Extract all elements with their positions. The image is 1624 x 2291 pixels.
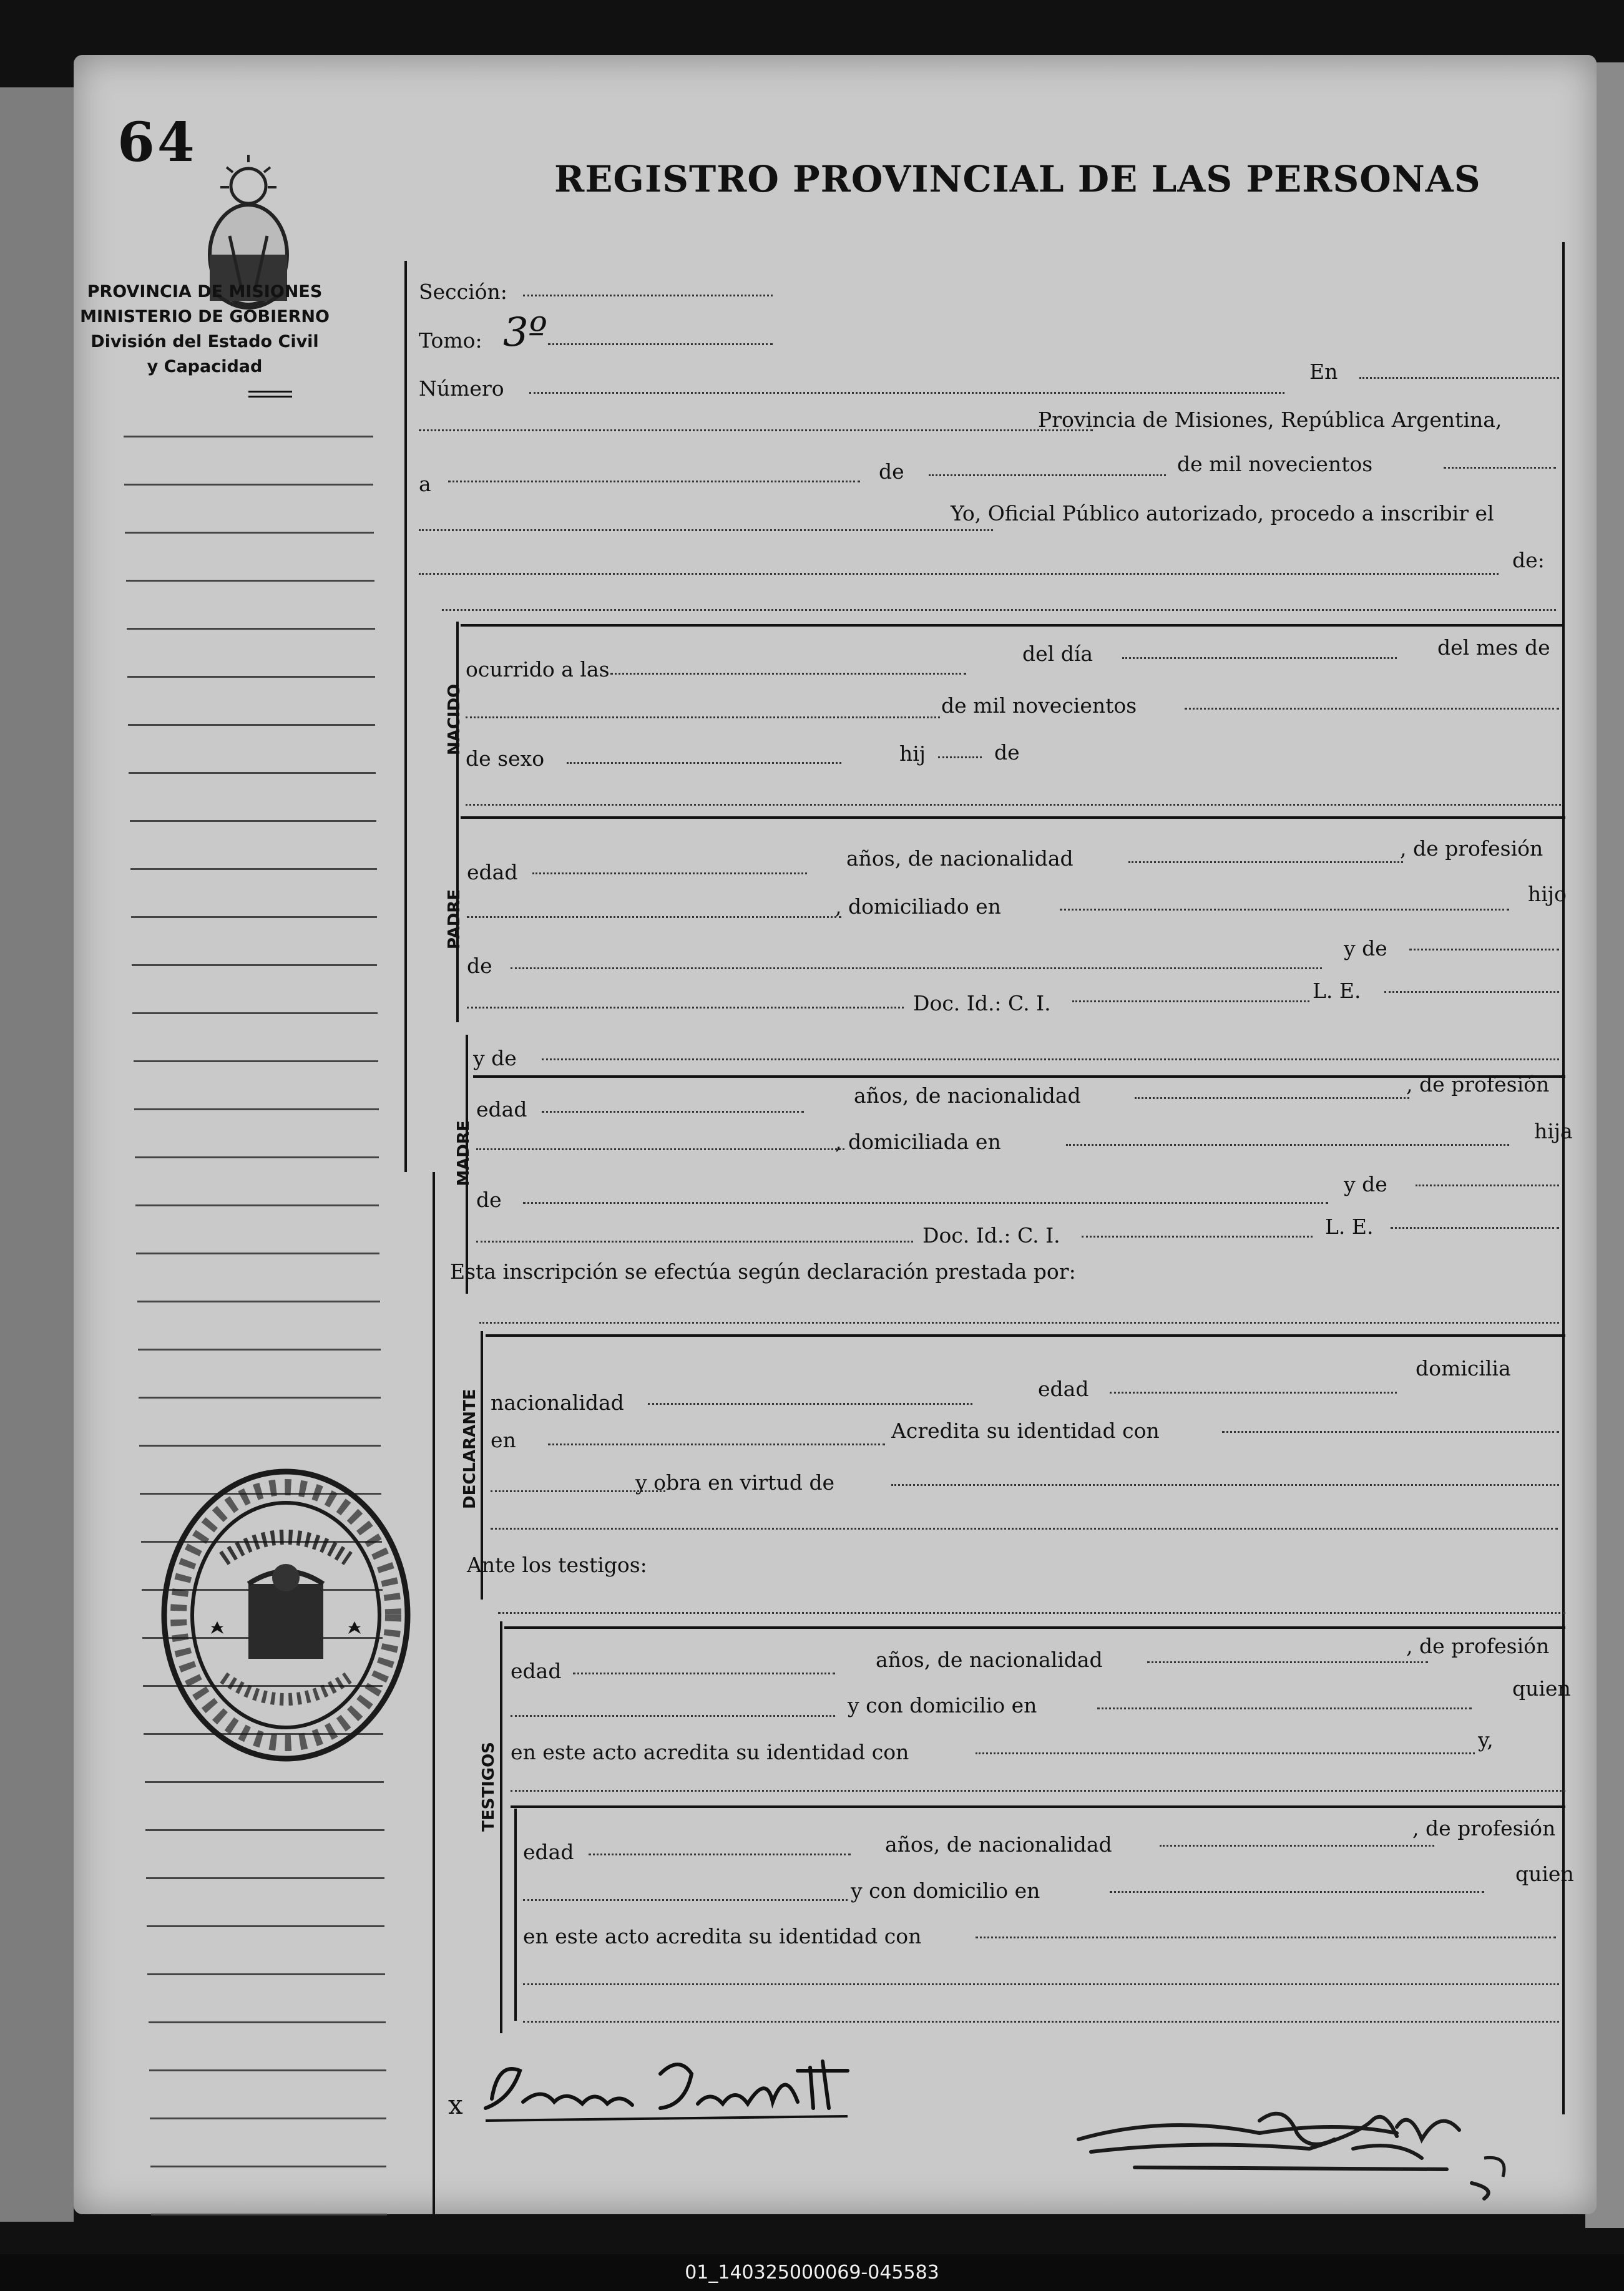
margin-rule-line <box>147 1973 385 1975</box>
nacido-de-label: de <box>994 740 1020 764</box>
declarante-domicilia-label: domicilia <box>1416 1356 1511 1380</box>
declarante-section-label: DECLARANTE <box>461 1389 479 1509</box>
office-ministry: MINISTERIO DE GOBIERNO <box>80 307 330 326</box>
hij-field[interactable] <box>938 756 982 758</box>
testigo1-edad-field[interactable] <box>573 1673 835 1674</box>
padre-padre-field[interactable] <box>511 967 1322 969</box>
testigo1-edad-label: edad <box>511 1659 562 1683</box>
testigo2-quien-label: quien <box>1515 1862 1574 1886</box>
testigo1-identidad-field[interactable] <box>976 1752 1475 1754</box>
tomo-label: Tomo: <box>419 328 482 353</box>
madre-edad-field[interactable] <box>542 1111 804 1113</box>
inscribir-field[interactable] <box>419 573 1499 575</box>
de-field[interactable] <box>929 474 1166 476</box>
margin-rule-line <box>127 628 375 630</box>
frame-line-right <box>1562 242 1565 2114</box>
official-signature <box>1072 2096 1547 2202</box>
declarante-nacionalidad-label: nacionalidad <box>491 1390 624 1415</box>
testigo2-nacionalidad-label: años, de nacionalidad <box>885 1832 1112 1857</box>
testigos-bracket <box>500 1621 502 2033</box>
margin-rule-line <box>151 2214 387 2215</box>
declarante-acredita-label: Acredita su identidad con <box>891 1419 1160 1443</box>
padre-le-field[interactable] <box>1384 991 1559 993</box>
declarante-y-obra-label: y obra en virtud de <box>635 1470 835 1495</box>
margin-rule-line <box>124 436 373 437</box>
padre-de-label: de <box>467 954 492 978</box>
madre-hija-label: hija <box>1534 1119 1573 1143</box>
testigo1-profesion-field[interactable] <box>511 1715 835 1717</box>
testigo2-edad-field[interactable] <box>589 1854 851 1855</box>
padre-filler-field[interactable] <box>467 1007 904 1009</box>
margin-rule-line <box>146 1877 384 1879</box>
madre-top-rule <box>473 1075 1565 1078</box>
margin-rule-line <box>139 1397 381 1399</box>
del-mes-label: del mes de <box>1437 635 1550 660</box>
filiacion-field[interactable] <box>466 804 1561 806</box>
madre-profesion-label: , de profesión <box>1406 1072 1550 1097</box>
padre-domicilio-field[interactable] <box>1060 909 1509 911</box>
declarante-edad-field[interactable] <box>1110 1392 1397 1394</box>
testigo1-domicilio-field[interactable] <box>1097 1707 1472 1709</box>
padre-madre-field[interactable] <box>1409 949 1559 950</box>
margin-rule-line <box>125 532 374 534</box>
madre-ci-field[interactable] <box>1082 1236 1313 1238</box>
mil-novecientos-label: de mil novecientos <box>1177 452 1373 476</box>
seccion-field[interactable] <box>523 295 773 296</box>
official-stamp <box>155 1459 417 1771</box>
margin-rule-line <box>134 1108 379 1110</box>
margin-rule-line <box>145 1781 384 1783</box>
en-label: En <box>1309 359 1338 384</box>
madre-section-label: MADRE <box>454 1120 473 1186</box>
padre-top-rule <box>461 816 1565 819</box>
seccion-label: Sección: <box>419 280 507 304</box>
margin-rule-line <box>132 1012 378 1014</box>
padre-nacionalidad-field[interactable] <box>1128 861 1403 863</box>
office-capacity: y Capacidad <box>147 357 263 376</box>
form-page <box>74 55 1597 2214</box>
testigo2-edad-label: edad <box>523 1840 574 1864</box>
declarante-en-label: en <box>491 1428 516 1452</box>
declarante-edad-label: edad <box>1038 1377 1089 1401</box>
testigo1-domicilio-label: y con domicilio en <box>848 1693 1037 1717</box>
testigo1-quien-label: quien <box>1512 1676 1571 1701</box>
declarante-nacionalidad-field[interactable] <box>648 1403 972 1405</box>
ante-testigos-text: Ante los testigos: <box>467 1553 647 1577</box>
office-block <box>74 280 336 379</box>
sexo-field[interactable] <box>567 762 841 764</box>
madre-y-de-label: y de <box>1344 1172 1387 1196</box>
testigo2-nacionalidad-field[interactable] <box>1160 1845 1434 1847</box>
padre-domiciliado-label: , domiciliado en <box>835 894 1001 919</box>
provincia-text: Provincia de Misiones, República Argentina, <box>1038 408 1502 432</box>
testigo2-bracket <box>514 1809 517 2021</box>
madre-edad-label: edad <box>476 1097 527 1121</box>
testigos-top-field[interactable] <box>498 1612 1565 1614</box>
declarant-signature <box>473 2049 860 2136</box>
declarante-top-rule <box>486 1334 1565 1337</box>
mes-field[interactable] <box>466 716 940 718</box>
declarante-virtud-field[interactable] <box>891 1484 1559 1486</box>
padre-ci-field[interactable] <box>1072 1000 1309 1002</box>
margin-rule-line <box>137 1301 380 1302</box>
margin-rule-line <box>138 1349 381 1351</box>
office-underline <box>248 391 292 393</box>
hij-label: hij <box>899 741 926 766</box>
margin-rule-line <box>139 1445 381 1447</box>
de-sexo-label: de sexo <box>466 746 545 771</box>
testigo2-profesion-field[interactable] <box>523 1899 848 1901</box>
testigo2-identidad-field[interactable] <box>976 1937 1556 1938</box>
ano-field[interactable] <box>1444 467 1556 469</box>
testigo1-extra-field[interactable] <box>511 1790 1565 1792</box>
margin-rule-line <box>126 580 374 582</box>
madre-nacionalidad-field[interactable] <box>1135 1097 1409 1099</box>
madre-nacionalidad-label: años, de nacionalidad <box>854 1083 1081 1108</box>
ocurrido-label: ocurrido a las <box>466 657 610 681</box>
padre-hijo-label: hijo <box>1528 882 1567 906</box>
nacido-section-label: NACIDO <box>445 683 464 756</box>
margin-rule-line <box>124 484 373 486</box>
madre-le-field[interactable] <box>1391 1227 1559 1229</box>
footer-code: 01_140325000069-045583 <box>0 2254 1624 2291</box>
madre-domicilio-field[interactable] <box>1066 1144 1509 1146</box>
declarante-identidad-field[interactable] <box>1222 1431 1559 1433</box>
left-page-edge <box>0 87 74 2222</box>
margin-rule-line <box>128 724 375 726</box>
testigos-section-label: TESTIGOS <box>479 1742 498 1832</box>
declaracion-text: Esta inscripción se efectúa según declaración prestada por: <box>450 1259 1076 1284</box>
margin-rule-line <box>149 2021 386 2023</box>
margin-rule-line <box>132 964 377 966</box>
dia-field[interactable] <box>1122 657 1397 659</box>
yo-oficial-text: Yo, Oficial Público autorizado, procedo a inscribir el <box>951 501 1494 525</box>
hora-field[interactable] <box>419 529 993 531</box>
de-colon-label: de: <box>1512 548 1545 572</box>
testigo1-nacionalidad-field[interactable] <box>1147 1661 1428 1663</box>
office-province: PROVINCIA DE MISIONES <box>87 282 323 301</box>
margin-rule-line <box>135 1156 379 1158</box>
margin-rule-line <box>130 820 376 822</box>
margin-rule-line <box>131 916 377 918</box>
testigo2-acredita-label: en este acto acredita su identidad con <box>523 1924 922 1948</box>
padre-profesion-field[interactable] <box>467 916 841 918</box>
a-label: a <box>419 472 431 496</box>
margin-rule-line <box>149 2069 386 2071</box>
margin-rule-line <box>150 2166 386 2167</box>
numero-label: Número <box>419 376 504 401</box>
page-title: REGISTRO PROVINCIAL DE LAS PERSONAS <box>554 158 1481 200</box>
testigo1-nacionalidad-label: años, de nacionalidad <box>876 1648 1103 1672</box>
madre-y-de-top-label: y de <box>473 1046 517 1070</box>
declarante-domicilio-field[interactable] <box>548 1443 885 1445</box>
office-division: División del Estado Civil <box>90 332 319 351</box>
nacido-mil-label: de mil novecientos <box>941 693 1137 718</box>
madre-le-label: L. E. <box>1325 1214 1374 1239</box>
madre-de-label: de <box>476 1188 502 1212</box>
madre-padre-field[interactable] <box>523 1202 1328 1204</box>
de-label: de <box>879 459 904 484</box>
testigo2-top-rule <box>511 1805 1565 1808</box>
padre-edad-field[interactable] <box>532 872 807 874</box>
testigo1-y-label: y, <box>1478 1727 1494 1752</box>
madre-profesion-field[interactable] <box>476 1148 844 1150</box>
margin-rule-line <box>130 868 377 870</box>
hora-nacimiento-field[interactable] <box>610 673 966 675</box>
testigo2-extra-field-2[interactable] <box>523 2021 1559 2023</box>
lugar-field[interactable] <box>419 429 1093 431</box>
padre-profesion-label: , de profesión <box>1400 836 1543 861</box>
margin-rule-line <box>129 772 376 774</box>
declarante-extra-field[interactable] <box>491 1528 1558 1530</box>
madre-madre-field[interactable] <box>1416 1185 1559 1186</box>
del-dia-label: del día <box>1022 642 1093 666</box>
tomo-value[interactable]: 3º <box>503 310 547 356</box>
ano-nacimiento-field[interactable] <box>1185 708 1559 710</box>
tomo-field[interactable] <box>548 343 773 345</box>
frame-line-left-upper <box>404 261 407 1172</box>
testigo2-domicilio-label: y con domicilio en <box>851 1878 1040 1903</box>
madre-doc-label: Doc. Id.: C. I. <box>922 1223 1060 1248</box>
nombre-field[interactable] <box>442 609 1556 611</box>
padre-nacionalidad-label: años, de nacionalidad <box>846 846 1074 871</box>
a-field[interactable] <box>448 481 860 482</box>
padre-le-label: L. E. <box>1313 979 1361 1003</box>
madre-filler-field[interactable] <box>476 1241 913 1243</box>
testigo2-extra-field[interactable] <box>523 1983 1559 1985</box>
testigos-top-rule <box>504 1626 1565 1629</box>
declarante-nombre-field[interactable] <box>479 1322 1559 1324</box>
madre-domiciliada-label: , domiciliada en <box>835 1130 1001 1154</box>
madre-nombre-field[interactable] <box>542 1058 1559 1060</box>
margin-rule-line <box>134 1060 378 1062</box>
office-underline-2 <box>248 396 292 398</box>
numero-field[interactable] <box>529 392 1284 394</box>
padre-y-de-label: y de <box>1344 936 1387 960</box>
testigo1-profesion-label: , de profesión <box>1406 1634 1550 1658</box>
testigo1-acredita-label: en este acto acredita su identidad con <box>511 1740 909 1764</box>
testigo2-domicilio-field[interactable] <box>1110 1891 1484 1893</box>
margin-rule-line <box>145 1829 384 1831</box>
margin-rule-line <box>150 2118 386 2119</box>
margin-rule-line <box>147 1925 384 1927</box>
margin-rule-line <box>136 1253 379 1254</box>
testigo2-profesion-label: , de profesión <box>1412 1816 1556 1840</box>
nacido-top-rule <box>461 624 1562 627</box>
margin-rule-line <box>135 1204 379 1206</box>
signature-mark: x <box>448 2089 463 2120</box>
frame-line-left-lower <box>433 1172 435 2233</box>
margin-rule-line <box>127 676 375 678</box>
padre-section-label: PADRE <box>445 889 464 950</box>
padre-edad-label: edad <box>467 860 518 884</box>
page-number: 64 <box>117 111 197 174</box>
padre-doc-label: Doc. Id.: C. I. <box>913 991 1051 1015</box>
en-field[interactable] <box>1359 377 1559 379</box>
